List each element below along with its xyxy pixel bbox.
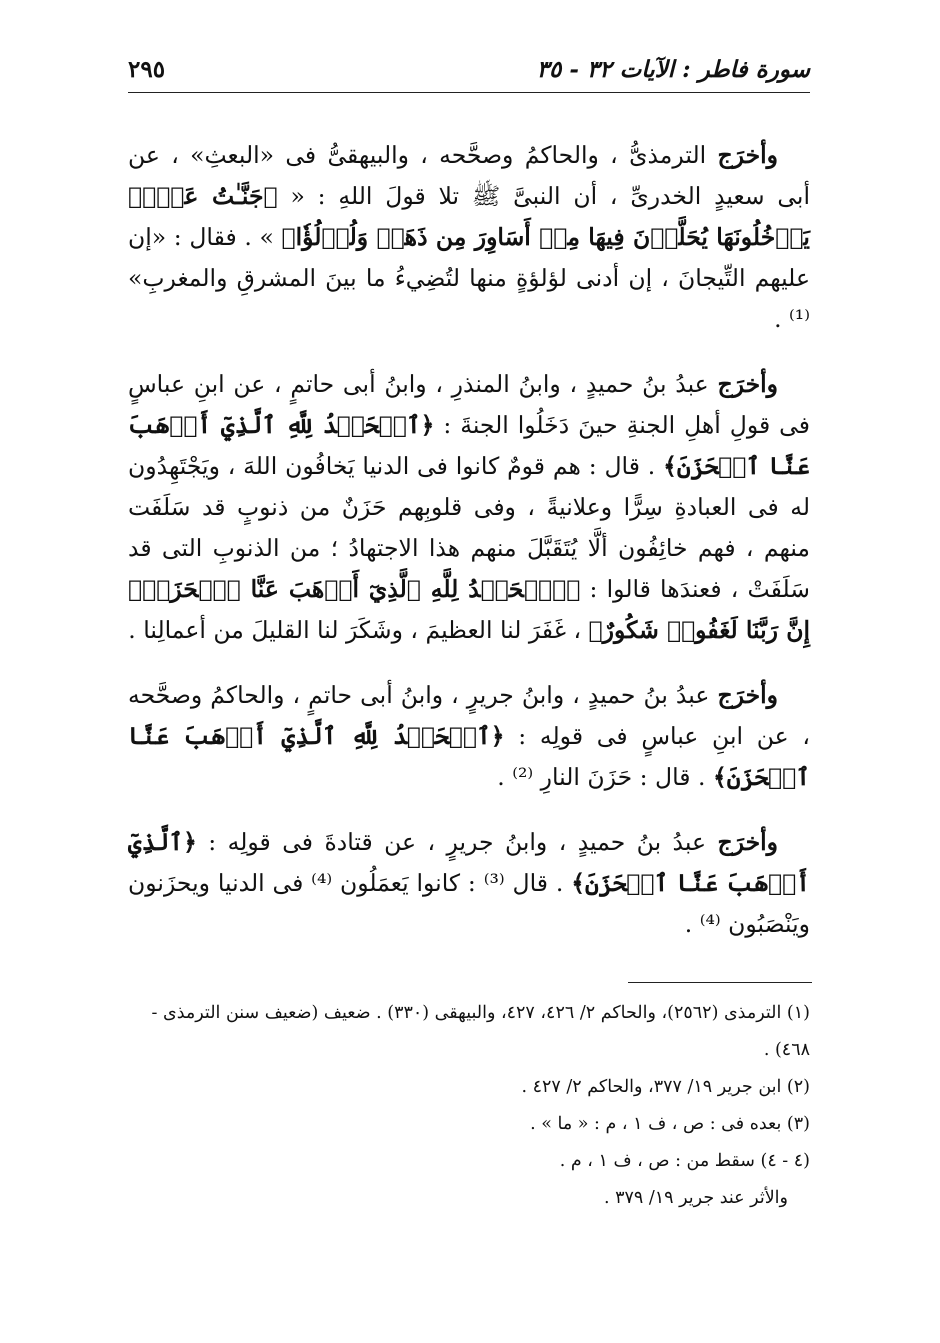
paragraph-text: . قال ⁽³⁾ : كانوا يَعمَلُون ⁽⁴⁾ فى الدنيا ويحزَنون ويَنْصَبُون ⁽⁴⁾ .	[128, 869, 810, 938]
footnote-continuation: والأثر عند جرير ١٩/ ٣٧٩ .	[603, 1188, 788, 1208]
paragraph-text: . قال : هم قومٌ كانوا فى الدنيا يَخافُون اللهَ ، ويَجْتَهِدُون له فى العبادةِ سِرًّا وعلانيةً ، وفى قلوبِهم حَزَنٌ من ذنوبٍ قد سَلَفَت منهم ، فهم خائِفُون ألَّا يُتَقَبَّلَ منهم هذا الاجتهادُ ؛ من الذنوبِ التى قد سَلَفَتْ ، فعندَها قالوا :	[128, 452, 810, 603]
running-title: سورة فاطر : الآيات ٣٢ - ٣٥	[536, 56, 810, 83]
paragraph	[128, 135, 810, 340]
page-number: ٢٩٥	[128, 56, 166, 83]
quran-quote: ﴿ٱلۡحَمۡدُ لِلَّهِ ٱلَّذِيٓ أَذۡهَبَ عَنَّا ٱلۡحَزَنَ﴾	[128, 411, 810, 480]
footnote: (١) الترمذى (٢٥٦٢)، والحاكم ٢/ ٤٢٦، ٤٢٧، والبيهقى (٣٣٠) . ضعيف (ضعيف سنن الترمذى - ٤٦٨) .	[151, 1003, 810, 1060]
quran-quote: ﴿جَنَّـٰتُ عَدۡنٖ يَدۡخُلُونَهَا يُحَلَّوۡنَ فِيهَا مِنۡ أَسَاوِرَ مِن ذَهَبٖ وَلُؤۡلُؤٗا﴾	[128, 182, 810, 251]
paragraph-text: عبدُ بنُ حميدٍ ، وابنُ جريرٍ ، عن قتادةَ فى قولِه :	[208, 828, 706, 856]
footnote-divider	[628, 982, 812, 983]
paragraph-text: » . فقال : «إن عليهم التِّيجانَ ، إن أدنى لؤلؤةٍ منها لتُضِيءُ ما بينَ المشرقِ والمغربِ» ⁽¹⁾ .	[128, 223, 810, 333]
paragraph	[128, 822, 810, 945]
footnote: (٤ - ٤) سقط من : ص ، ف ١ ، م .	[559, 1151, 810, 1171]
paragraph-lead: وأخرَج	[717, 681, 778, 709]
paragraph-lead: وأخرَج	[717, 370, 778, 398]
quran-quote: ﴿ٱلۡحَمۡدُ لِلَّهِ ٱلَّذِيٓ أَذۡهَبَ عَنَّا ٱلۡحَزَنَۖ إِنَّ رَبَّنَا لَغَفُورٞ شَكُورٌ﴾	[128, 575, 810, 644]
paragraph-lead: وأخرَج	[717, 141, 778, 169]
quran-quote: ﴿ٱلَّذِيٓ أَذۡهَبَ عَنَّا ٱلۡحَزَنَ﴾	[128, 828, 810, 897]
paragraph-text: ، غَفَرَ لنا العظيمَ ، وشَكَرَ لنا القليلَ من أعمالِنا .	[128, 616, 582, 644]
footnote: (٣) بعده فى : ص ، ف ١ ، م : « ما » .	[530, 1114, 810, 1134]
quran-quote: ﴿ٱلۡحَمۡدُ لِلَّهِ ٱلَّذِيٓ أَذۡهَبَ عَنَّا ٱلۡحَزَنَ﴾	[128, 722, 810, 791]
main-text	[128, 135, 810, 969]
paragraph	[128, 675, 810, 798]
footnote: (٢) ابن جرير ١٩/ ٣٧٧، والحاكم ٢/ ٤٢٧ .	[521, 1077, 810, 1097]
paragraph-text: . قال : حَزَنَ النارِ ⁽²⁾ .	[497, 763, 706, 791]
paragraph-text: عبدُ بنُ حميدٍ ، وابنُ جريرٍ ، وابنُ أبى حاتمٍ ، والحاكمُ وصحَّحه ، عن ابنِ عباسٍ فى قولِه :	[128, 681, 810, 750]
footnotes	[128, 995, 810, 1217]
paragraph-lead: وأخرَج	[717, 828, 778, 856]
paragraph	[128, 364, 810, 651]
page-header	[128, 52, 810, 93]
paragraph-text: عبدُ بنُ حميدٍ ، وابنُ المنذرِ ، وابنُ أبى حاتمٍ ، عن ابنِ عباسٍ فى قولِ أهلِ الجنةِ حينَ دَخَلُوا الجنةَ :	[128, 370, 810, 439]
paragraph-text: الترمذىُّ ، والحاكمُ وصحَّحه ، والبيهقىُّ فى «البعثِ» ، عن أبى سعيدٍ الخدرىِّ ، أن النبىَّ ﷺ تلا قولَ اللهِ : «	[128, 141, 810, 210]
